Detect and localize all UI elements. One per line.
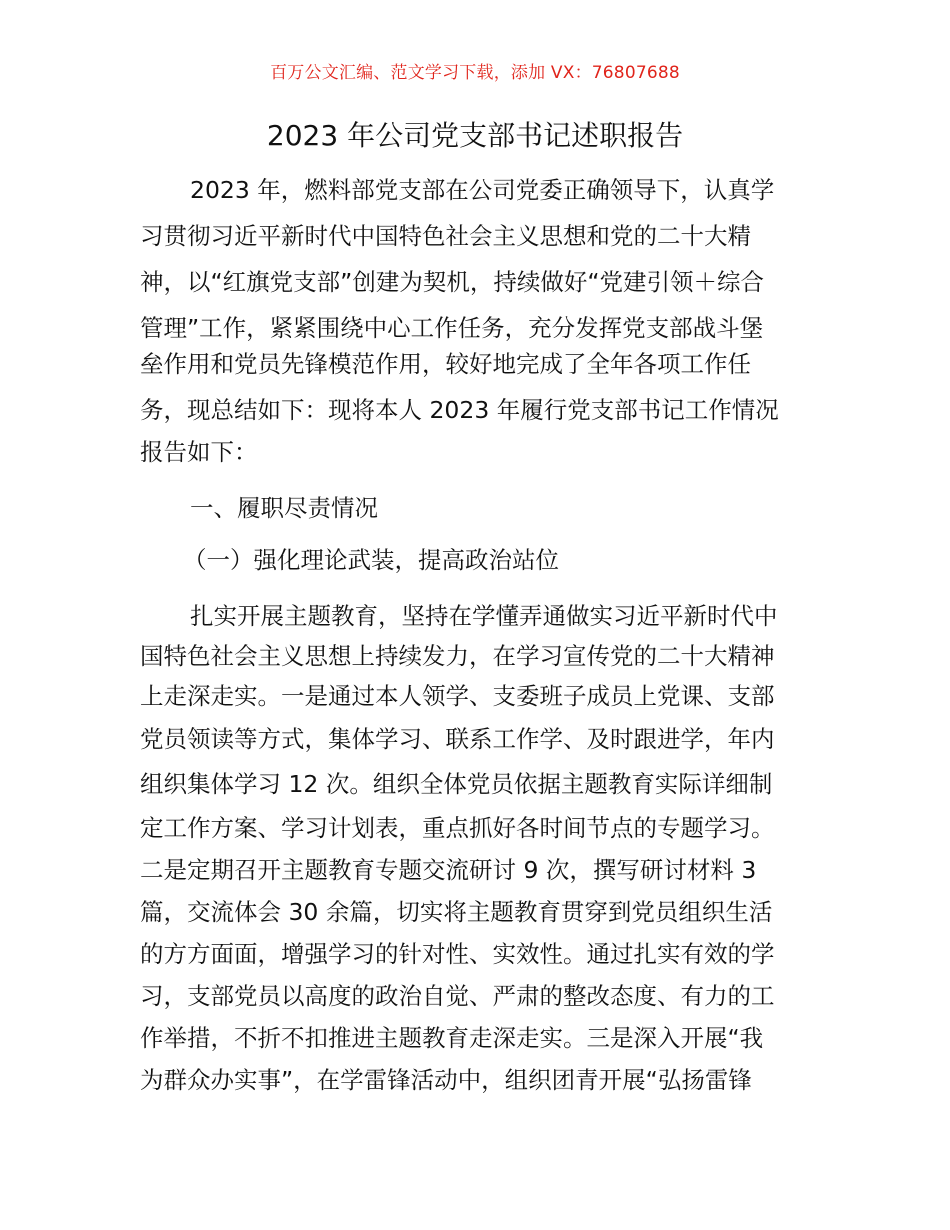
intro-line: 2023 年，燃料部党支部在公司党委正确领导下，认真学	[190, 176, 775, 204]
paragraph-line: 上走深走实。一是通过本人领学、支委班子成员上党课、支部	[140, 682, 775, 710]
paragraph-line: 扎实开展主题教育，坚持在学懂弄通做实习近平新时代中	[190, 602, 778, 630]
paragraph-line: 篇，交流体会 30 余篇，切实将主题教育贯穿到党员组织生活	[140, 898, 773, 926]
intro-line: 务，现总结如下：现将本人 2023 年履行党支部书记工作情况	[140, 396, 779, 424]
paragraph-line: 组织集体学习 12 次。组织全体党员依据主题教育实际详细制	[140, 770, 773, 798]
intro-line: 习贯彻习近平新时代中国特色社会主义思想和党的二十大精	[140, 222, 751, 250]
intro-line: 垒作用和党员先锋模范作用，较好地完成了全年各项工作任	[140, 350, 751, 378]
paragraph-line: 党员领读等方式，集体学习、联系工作学、及时跟进学，年内	[140, 725, 775, 753]
paragraph-line: 国特色社会主义思想上持续发力，在学习宣传党的二十大精神	[140, 642, 775, 670]
section-heading: 一、履职尽责情况	[190, 494, 378, 522]
header-watermark-note: 百万公文汇编、范文学习下载，添加 VX：76807688	[270, 63, 680, 83]
paragraph-line: 二是定期召开主题教育专题交流研讨 9 次，撰写研讨材料 3	[140, 856, 757, 884]
intro-line: 管理”工作，紧紧围绕中心工作任务，充分发挥党支部战斗堡	[140, 314, 764, 342]
paragraph-line: 习，支部党员以高度的政治自觉、严肃的整改态度、有力的工	[140, 982, 775, 1010]
paragraph-line: 作举措，不折不扣推进主题教育走深走实。三是深入开展“我	[140, 1024, 764, 1052]
document-title: 2023 年公司党支部书记述职报告	[266, 119, 684, 152]
paragraph-line: 的方方面面，增强学习的针对性、实效性。通过扎实有效的学	[140, 940, 775, 968]
subsection-heading: （一）强化理论武装，提高政治站位	[183, 546, 559, 574]
intro-line: 报告如下：	[140, 438, 258, 466]
paragraph-line: 为群众办实事”，在学雷锋活动中，组织团青开展“弘扬雷锋	[140, 1066, 752, 1094]
intro-line: 神，以“红旗党支部”创建为契机，持续做好“党建引领＋综合	[140, 268, 765, 296]
paragraph-line: 定工作方案、学习计划表，重点抓好各时间节点的专题学习。	[140, 814, 775, 842]
